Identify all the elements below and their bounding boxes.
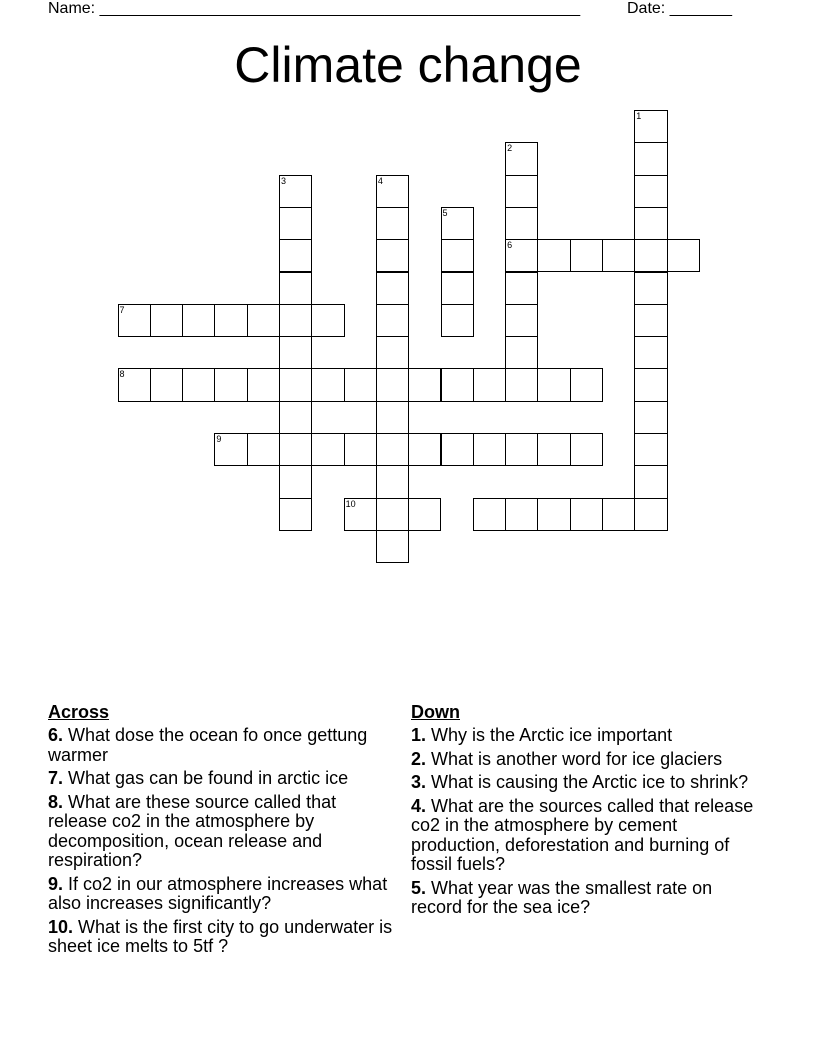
grid-cell[interactable] bbox=[634, 175, 667, 208]
grid-cell[interactable] bbox=[376, 368, 409, 401]
grid-cell[interactable] bbox=[279, 465, 312, 498]
across-clue bbox=[48, 875, 393, 914]
grid-cell[interactable] bbox=[570, 239, 603, 272]
grid-cell[interactable] bbox=[279, 239, 312, 272]
grid-cell[interactable] bbox=[408, 368, 441, 401]
clue-number: 1. bbox=[411, 725, 427, 745]
grid-cell[interactable] bbox=[634, 368, 667, 401]
grid-cell[interactable] bbox=[214, 304, 247, 337]
grid-cell[interactable] bbox=[634, 272, 667, 305]
grid-cell[interactable] bbox=[441, 207, 474, 240]
clue-number: 10. bbox=[48, 916, 74, 937]
grid-cell[interactable] bbox=[441, 272, 474, 305]
down-clue bbox=[411, 750, 756, 770]
grid-cell[interactable] bbox=[537, 433, 570, 466]
clue-number: 3. bbox=[411, 772, 427, 792]
grid-cell[interactable] bbox=[634, 498, 667, 531]
clue-number: 8. bbox=[48, 791, 64, 812]
grid-cell[interactable] bbox=[473, 433, 506, 466]
grid-cell[interactable] bbox=[505, 207, 538, 240]
grid-cell[interactable] bbox=[376, 207, 409, 240]
grid-cell[interactable] bbox=[279, 304, 312, 337]
grid-cell[interactable] bbox=[344, 498, 377, 531]
grid-cell[interactable] bbox=[247, 304, 280, 337]
grid-cell[interactable] bbox=[311, 304, 344, 337]
grid-cell[interactable] bbox=[441, 239, 474, 272]
grid-cell[interactable] bbox=[408, 433, 441, 466]
name-blank[interactable]: ______________________________________________________ bbox=[99, 0, 581, 17]
grid-cell[interactable] bbox=[505, 368, 538, 401]
grid-cell[interactable] bbox=[376, 433, 409, 466]
grid-cell[interactable] bbox=[279, 498, 312, 531]
grid-cell[interactable] bbox=[214, 433, 247, 466]
grid-cell[interactable] bbox=[570, 498, 603, 531]
date-label: Date: bbox=[627, 0, 666, 17]
grid-cell[interactable] bbox=[602, 498, 635, 531]
date-blank[interactable]: _______ bbox=[669, 0, 732, 17]
clue-number-label: 6 bbox=[507, 240, 513, 251]
grid-cell[interactable] bbox=[505, 239, 538, 272]
grid-cell[interactable] bbox=[537, 368, 570, 401]
grid-cell[interactable] bbox=[376, 336, 409, 369]
grid-cell[interactable] bbox=[279, 207, 312, 240]
grid-cell[interactable] bbox=[376, 304, 409, 337]
grid-cell[interactable] bbox=[570, 368, 603, 401]
grid-cell[interactable] bbox=[505, 336, 538, 369]
grid-cell[interactable] bbox=[634, 207, 667, 240]
down-clue bbox=[411, 879, 756, 918]
clue-text: What is causing the Arctic ice to shrink? bbox=[431, 772, 749, 792]
grid-cell[interactable] bbox=[376, 272, 409, 305]
down-clue bbox=[411, 726, 756, 746]
grid-cell[interactable] bbox=[505, 272, 538, 305]
grid-cell[interactable] bbox=[505, 142, 538, 175]
grid-cell[interactable] bbox=[247, 368, 280, 401]
clue-number: 4. bbox=[411, 795, 427, 816]
grid-cell[interactable] bbox=[505, 498, 538, 531]
grid-cell[interactable] bbox=[279, 175, 312, 208]
clue-number-label: 1 bbox=[636, 111, 642, 121]
clue-number-label: 9 bbox=[216, 434, 222, 444]
clue-number: 9. bbox=[48, 873, 64, 894]
grid-cell[interactable] bbox=[634, 304, 667, 337]
down-clue bbox=[411, 797, 756, 875]
grid-cell[interactable] bbox=[279, 401, 312, 434]
grid-cell[interactable] bbox=[537, 239, 570, 272]
across-clues bbox=[48, 701, 393, 961]
name-label: Name: bbox=[48, 0, 96, 17]
grid-cell[interactable] bbox=[634, 465, 667, 498]
grid-cell[interactable] bbox=[505, 433, 538, 466]
grid-cell[interactable] bbox=[473, 498, 506, 531]
grid-cell[interactable] bbox=[473, 368, 506, 401]
across-clue bbox=[48, 769, 393, 789]
grid-cell[interactable] bbox=[279, 336, 312, 369]
grid-cell[interactable] bbox=[279, 272, 312, 305]
clue-number: 2. bbox=[411, 748, 427, 769]
clue-number: 5. bbox=[411, 877, 427, 898]
grid-cell[interactable] bbox=[570, 433, 603, 466]
grid-cell[interactable] bbox=[634, 239, 667, 272]
clue-number-label: 4 bbox=[377, 175, 383, 186]
grid-cell[interactable] bbox=[634, 401, 667, 434]
clue-text: What gas can be found in arctic ice bbox=[68, 768, 349, 788]
across-clue bbox=[48, 793, 393, 871]
grid-cell[interactable] bbox=[247, 433, 280, 466]
clue-text: What are these source called that release co2 in the atmosphere by decomposition, ocean release and respiration? bbox=[48, 791, 337, 870]
grid-cell[interactable] bbox=[118, 304, 151, 337]
grid-cell[interactable] bbox=[505, 175, 538, 208]
clue-text: What is the first city to go underwater is sheet ice melts to 5tf ? bbox=[48, 916, 393, 956]
across-clue bbox=[48, 726, 393, 765]
clue-number: 7. bbox=[48, 768, 64, 788]
down-heading: Down bbox=[411, 702, 460, 722]
clue-number-label: 3 bbox=[281, 175, 287, 186]
grid-cell[interactable] bbox=[376, 498, 409, 531]
grid-cell[interactable] bbox=[182, 304, 215, 337]
grid-cell[interactable] bbox=[634, 110, 667, 143]
grid-cell[interactable] bbox=[214, 368, 247, 401]
grid-cell[interactable] bbox=[602, 239, 635, 272]
grid-cell[interactable] bbox=[634, 433, 667, 466]
clue-number-label: 2 bbox=[507, 143, 513, 154]
grid-cell[interactable] bbox=[182, 368, 215, 401]
grid-cell[interactable] bbox=[150, 304, 183, 337]
clue-text: What are the sources called that release co2 in the atmosphere by cement production, deforestation and burning of fossil fuels? bbox=[411, 795, 754, 874]
grid-cell[interactable] bbox=[634, 336, 667, 369]
clue-text: What is another word for ice glaciers bbox=[431, 748, 723, 769]
clue-number-label: 7 bbox=[119, 304, 125, 315]
grid-cell[interactable] bbox=[118, 368, 151, 401]
grid-cell[interactable] bbox=[311, 433, 344, 466]
grid-cell[interactable] bbox=[344, 368, 377, 401]
down-clues bbox=[411, 701, 756, 922]
grid-cell[interactable] bbox=[408, 498, 441, 531]
across-heading: Across bbox=[48, 702, 110, 722]
grid-cell[interactable] bbox=[441, 433, 474, 466]
grid-cell[interactable] bbox=[311, 368, 344, 401]
grid-cell[interactable] bbox=[376, 239, 409, 272]
clue-text: What dose the ocean fo once gettung warmer bbox=[48, 725, 368, 765]
clue-number: 6. bbox=[48, 725, 64, 745]
grid-cell[interactable] bbox=[441, 368, 474, 401]
grid-cell[interactable] bbox=[505, 304, 538, 337]
grid-cell[interactable] bbox=[279, 433, 312, 466]
grid-cell[interactable] bbox=[376, 401, 409, 434]
clue-number-label: 10 bbox=[345, 498, 356, 509]
clue-text: Why is the Arctic ice important bbox=[431, 725, 673, 745]
grid-cell[interactable] bbox=[344, 433, 377, 466]
grid-cell[interactable] bbox=[376, 530, 409, 563]
grid-cell[interactable] bbox=[441, 304, 474, 337]
grid-cell[interactable] bbox=[279, 368, 312, 401]
down-clue bbox=[411, 773, 756, 793]
clue-number-label: 8 bbox=[119, 369, 125, 380]
grid-cell[interactable] bbox=[537, 498, 570, 531]
grid-cell[interactable] bbox=[150, 368, 183, 401]
across-clue bbox=[48, 918, 393, 957]
grid-cell[interactable] bbox=[667, 239, 700, 272]
clue-text: If co2 in our atmosphere increases what also increases significantly? bbox=[48, 873, 388, 913]
clue-number-label: 5 bbox=[442, 207, 448, 218]
grid-cell[interactable] bbox=[376, 465, 409, 498]
grid-cell[interactable] bbox=[376, 175, 409, 208]
grid-cell[interactable] bbox=[634, 142, 667, 175]
page-title: Climate change bbox=[234, 37, 582, 93]
clue-text: What year was the smallest rate on record for the sea ice? bbox=[411, 877, 713, 917]
